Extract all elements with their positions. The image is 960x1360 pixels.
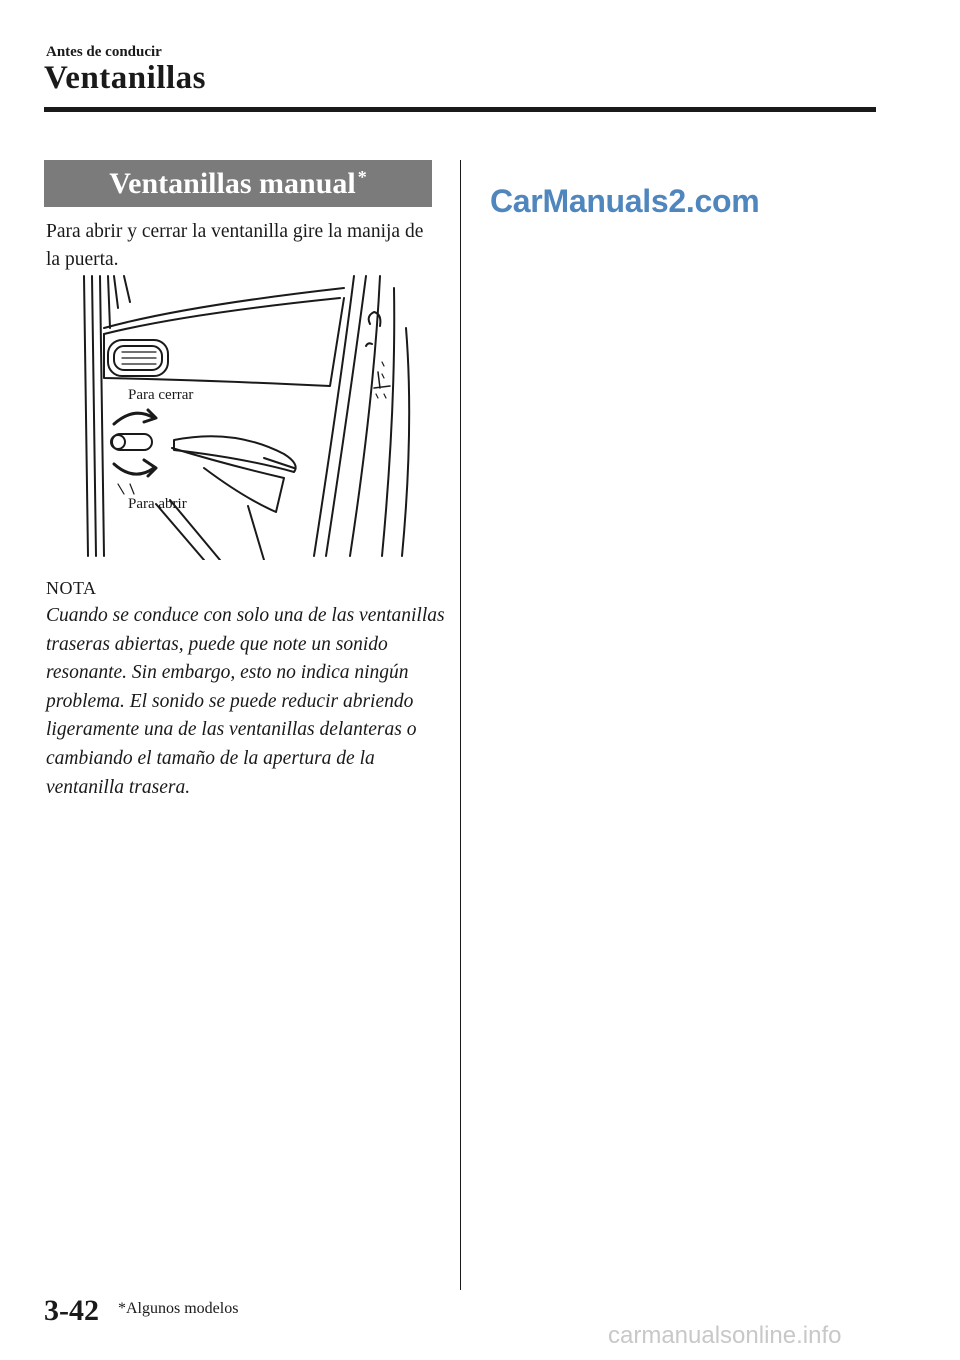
topic-banner xyxy=(44,160,432,207)
label-close: Para cerrar xyxy=(128,387,194,403)
footnote: *Algunos modelos xyxy=(118,1300,239,1317)
intro-paragraph: Para abrir y cerrar la ventanilla gire la manija de la puerta. xyxy=(46,221,424,270)
column-divider xyxy=(460,160,461,1290)
header-rule xyxy=(44,107,876,112)
door-handle-illustration xyxy=(44,268,434,560)
page-number: 3-42 xyxy=(44,1294,99,1327)
watermark-logo: CarManuals2.com xyxy=(490,183,760,219)
note-text: Cuando se conduce con solo una de las ventanillas traseras abiertas, puede que note un sonido resonante. Sin embargo, esto no indica ningún problema. El sonido se puede reducir abriendo ligeramente una de las ventanillas delanteras o cambiando el tamaño de la apertura de la ventanilla trasera. xyxy=(46,605,445,798)
site-watermark: carmanualsonline.info xyxy=(608,1322,842,1349)
topic-title-marker: * xyxy=(357,167,367,187)
section-label: Antes de conducir xyxy=(46,44,162,60)
label-open: Para abrir xyxy=(128,496,187,512)
section-title: Ventanillas xyxy=(44,60,206,96)
note-label: NOTA xyxy=(46,578,97,598)
topic-title: Ventanillas manual xyxy=(109,167,356,200)
